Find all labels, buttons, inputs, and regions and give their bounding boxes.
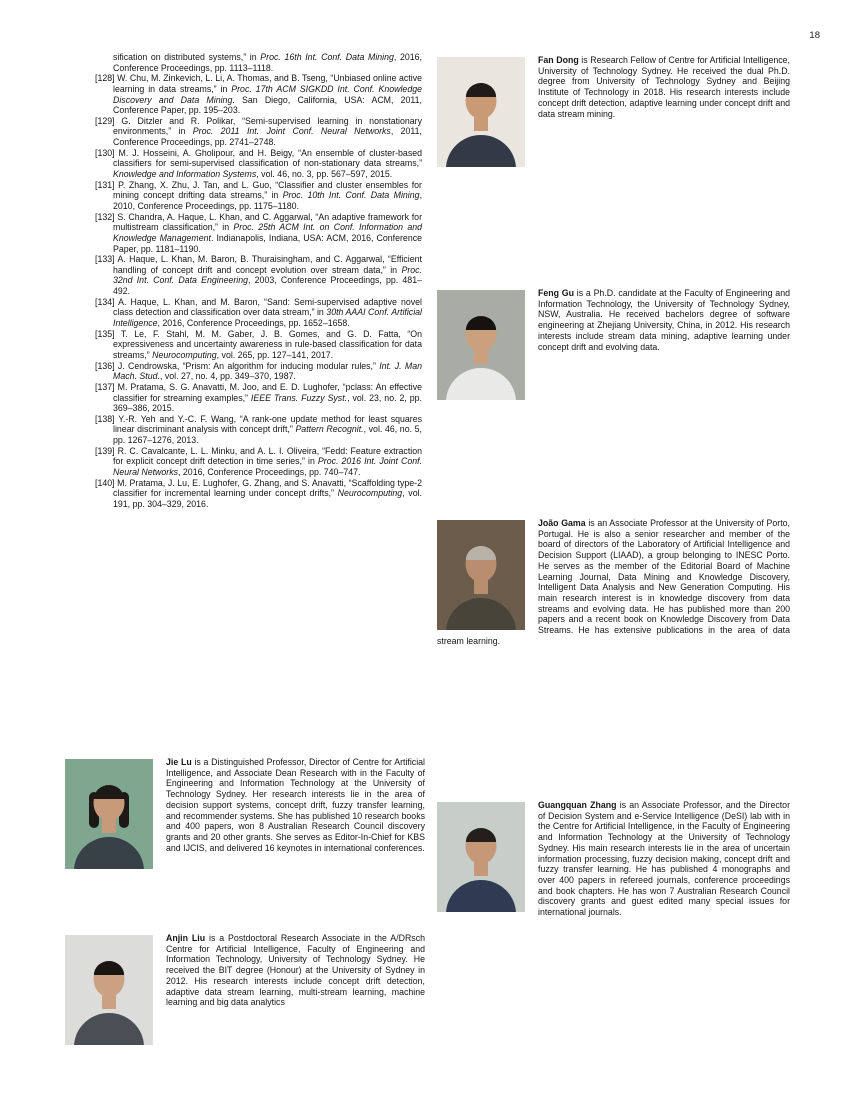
portrait-silhouette — [437, 57, 525, 167]
bio-body: is a Ph.D. candidate at the Faculty of Engineering and Information Technology, the University of Technology Sydney, NSW, Australia. He received bachelors degree of software engineering at Zhejiang University, China, in 2012. His research interests include stream data mining, adaptive learning under concept drift and evolving data. — [538, 288, 790, 352]
reference-number: [132] — [95, 211, 115, 222]
reference-number: [133] — [95, 254, 115, 265]
bio-body: is a Postdoctoral Research Associate in the A/DRsch Centre for Artificial Intelligence, Faculty of Engineering and Information Technology, University of Technology Sydney. He received the BIT degree (Honour) at the University of Sydney in 2012. His research interests include concept drift detection, adaptive data stream learning, multi-stream learning, machine learning and big data analytics — [166, 933, 425, 1008]
author-name: João Gama — [538, 518, 586, 528]
reference-item: [130] M. J. Hosseini, A. Gholipour, and H. Beigy, “An ensemble of cluster-based classifiers for semi-supervised classification of non-stationary data streams,” Knowledge and Information Systems, vol. 46, no. 3, pp. 567–597, 2015. — [95, 147, 422, 180]
author-photo — [65, 759, 153, 869]
bio-body: is a Distinguished Professor, Director of Centre for Artificial Intelligence, and Associate Dean Research with in the Faculty of Engineering and Information Technology at the University of Technology Sydney. Her research interests lie in the area of decision support systems, concept drift, fuzzy transfer learning, and recommender systems. She has published 10 research books and 400 papers, won 8 Australian Research Council discovery grants and 20 other grants. She serves as Editor-In-Chief for KBS and IJCIS, and delivered 16 keynotes in international conferences. — [166, 757, 425, 853]
reference-item: [132] S. Chandra, A. Haque, L. Khan, and C. Aggarwal, “An adaptive framework for multistream classification,” in Proc. 25th ACM Int. on Conf. Information and Knowledge Management. Indianapolis, Indiana, USA: ACM, 2016, Conference Paper, pp. 1181–1190. — [95, 211, 423, 254]
portrait-silhouette — [65, 759, 153, 869]
reference-number: [135] — [95, 328, 115, 339]
author-name: Jie Lu — [166, 757, 192, 767]
bio-body: is an Associate Professor at the University of Porto, Portugal. He is also a senior researcher and member of the board of directors of the Laboratory of Artificial Intelligence and Decision Support (LIAAD), a group belonging to INESC Porto. He serves as the member of the Editorial Board of Machine Learning Journal, Data Mining and Knowledge Discovery, Intelligent Data Analysis and New Generation Computing. His main research interest is in knowledge discovery from data streams and evolving data. He has published more than 200 papers and a recent book on Knowledge Discovery from Data Streams. He has extensive publications in the area of data stream learning. — [437, 518, 790, 646]
reference-item: [140] M. Pratama, J. Lu, E. Lughofer, G. Zhang, and S. Anavatti, “Scaffolding type-2 classifier for incremental learning under concept drifts,” Neurocomputing, vol. 191, pp. 304–329, 2016. — [95, 477, 423, 509]
reference-number: [128] — [95, 73, 115, 84]
author-name: Anjin Liu — [166, 933, 206, 943]
author-photo — [437, 802, 525, 912]
reference-number: [138] — [95, 413, 115, 424]
author-photo — [65, 935, 153, 1045]
bio-body: is Research Fellow of Centre for Artificial Intelligence, University of Technology Sydney. He received the dual Ph.D. degree from University of Technology Sydney and Beijing Institute of Technology in 2018. His research interests include concept drift detection, adaptive learning under concept drift and data stream mining. — [538, 55, 790, 119]
portrait-silhouette — [65, 935, 153, 1045]
reference-list — [95, 73, 422, 509]
bio-body: is an Associate Professor, and the Director of Decision System and e-Service Intelligence (DeSI) lab with in the Centre for Artificial Intelligence, in the Faculty of Engineering and Information Technology at the University of Technology Sydney. His main research interests lie in the area of uncertain information processing, fuzzy decision making, concept drift and fuzzy transfer learning. He has published 4 monographs and over 400 papers in refereed journals, conference proceedings and book chapters. He has won 7 Australian Research Council discovery grants and guest edited many special issues for international journals. — [538, 800, 791, 918]
reference-number: [130] — [95, 147, 115, 158]
portrait-silhouette — [437, 520, 525, 630]
bio-guangquan-zhang — [437, 800, 790, 918]
author-photo — [437, 57, 525, 167]
reference-item: [134] A. Haque, L. Khan, and M. Baron, “Sand: Semi-supervised adaptive novel class detection and classification over data stream,” in 30th AAAI Conf. Artificial Intelligence, 2016, Conference Proceedings, pp. 1652–1658. — [95, 296, 423, 329]
reference-item: [137] M. Pratama, S. G. Anavatti, M. Joo, and E. D. Lughofer, “pclass: An effective classifier for streaming examples,” IEEE Trans. Fuzzy Syst., vol. 23, no. 2, pp. 369–386, 2015. — [95, 381, 422, 414]
author-photo — [437, 290, 525, 400]
reference-item: [138] Y.-R. Yeh and Y.-C. F. Wang, “A rank-one update method for least squares linear discriminant analysis with concept drift,” Pattern Recognit., vol. 46, no. 5, pp. 1267–1276, 2013. — [95, 413, 422, 446]
reference-number: [131] — [95, 179, 115, 190]
bio-anjin-liu — [65, 933, 425, 1049]
reference-number: [136] — [95, 360, 115, 371]
author-photo — [437, 520, 525, 630]
reference-item: [129] G. Ditzler and R. Polikar, “Semi-supervised learning in nonstationary environments,” in Proc. 2011 Int. Joint Conf. Neural Networks, 2011, Conference Proceedings, pp. 2741–2748. — [95, 115, 422, 148]
author-name: Fan Dong — [538, 55, 579, 65]
reference-item: [131] P. Zhang, X. Zhu, J. Tan, and L. Guo, “Classifier and cluster ensembles for mining concept drifting data streams,” in Proc. 10th Int. Conf. Data Mining, 2010, Conference Proceedings, pp. 1175–1180. — [95, 179, 423, 211]
bio-joao-gama — [437, 518, 790, 647]
reference-item: [133] A. Haque, L. Khan, M. Baron, B. Thuraisingham, and C. Aggarwal, “Efficient handling of concept drift and concept evolution over stream data,” in Proc. 32nd Int. Conf. Data Engineering, 2003, Conference Proceedings, pp. 481–492. — [95, 254, 422, 297]
bio-fan-dong — [437, 55, 790, 171]
portrait-silhouette — [437, 290, 525, 400]
author-name: Feng Gu — [538, 288, 574, 298]
author-name: Guangquan Zhang — [538, 800, 617, 810]
references-column — [95, 52, 422, 510]
reference-number: [137] — [95, 381, 115, 392]
reference-number: [134] — [95, 296, 115, 307]
bio-feng-gu — [437, 288, 790, 404]
portrait-silhouette — [437, 802, 525, 912]
reference-number: [129] — [95, 115, 115, 126]
reference-continuation: sification on distributed systems,” in Proc. 16th Int. Conf. Data Mining, 2016, Conference Proceedings, pp. 1113–1118. — [113, 52, 423, 73]
reference-item: [136] J. Cendrowska, “Prism: An algorithm for inducing modular rules,” Int. J. Man Mach. Stud., vol. 27, no. 4, pp. 349–370, 1987. — [95, 360, 422, 382]
reference-number: [139] — [95, 445, 115, 456]
reference-item: [128] W. Chu, M. Zinkevich, L. Li, A. Thomas, and B. Tseng, “Unbiased online active learning in data streams,” in Proc. 17th ACM SIGKDD Int. Conf. Knowledge Discovery and Data Mining. San Diego, California, USA: ACM, 2011, Conference Paper, pp. 195–203. — [95, 73, 422, 116]
reference-number: [140] — [95, 477, 115, 488]
page-number: 18 — [809, 30, 820, 41]
reference-item: [139] R. C. Cavalcante, L. L. Minku, and A. L. I. Oliveira, “Fedd: Feature extraction for explicit concept drift detection in time series,” in Proc. 2016 Int. Joint Conf. Neural Networks, 2016, Conference Proceedings, pp. 740–747. — [95, 445, 422, 477]
reference-item: [135] T. Le, F. Stahl, M. M. Gaber, J. B. Gomes, and G. D. Fatta, “On expressiveness and uncertainty awareness in rule-based classification for data streams,” Neurocomputing, vol. 265, pp. 127–141, 2017. — [95, 328, 422, 360]
bio-jie-lu — [65, 757, 425, 873]
